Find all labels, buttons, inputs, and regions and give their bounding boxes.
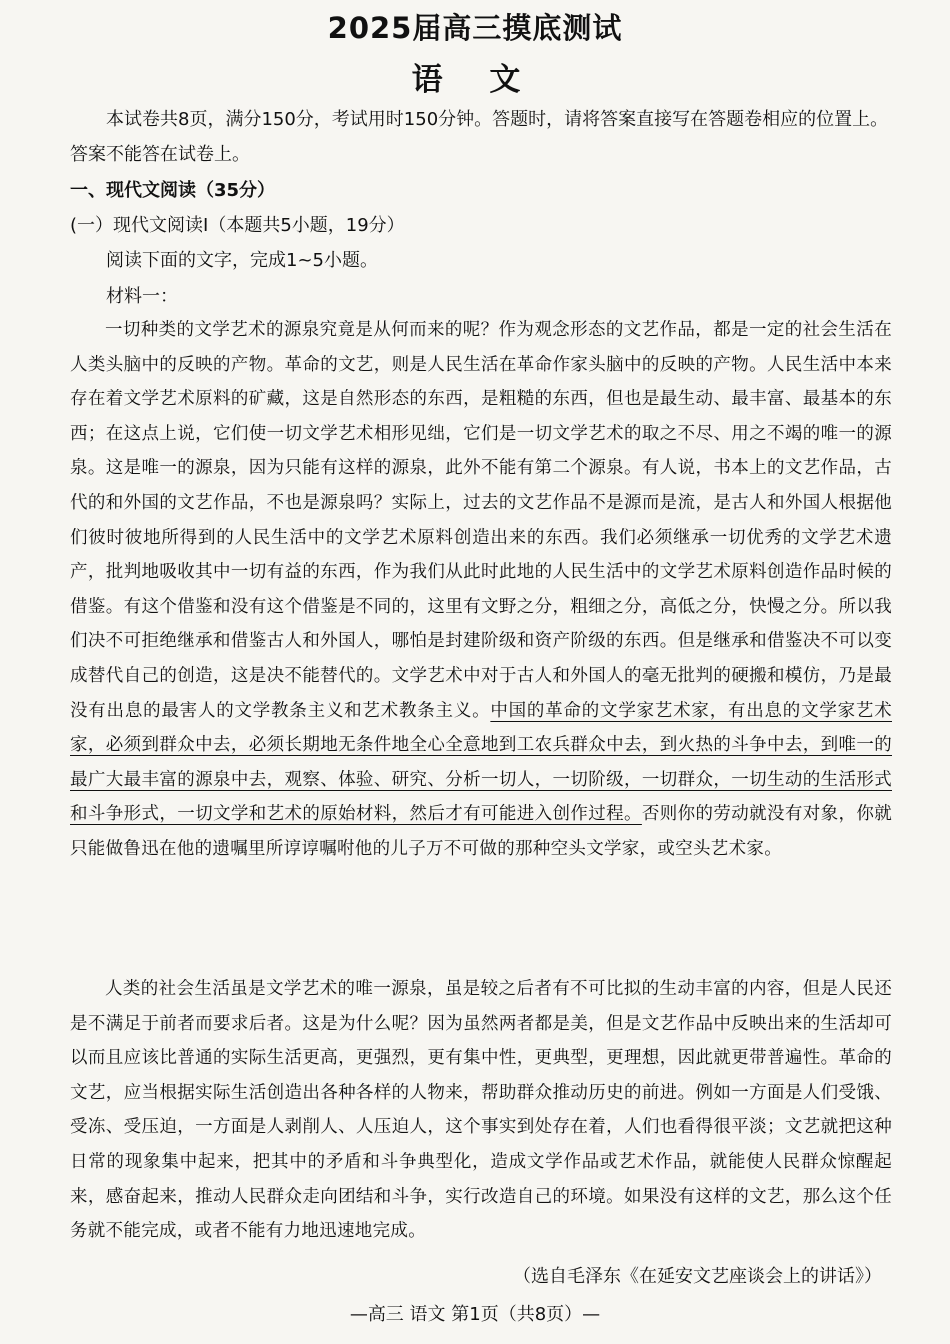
source-citation: （选自毛泽东《在延安文艺座谈会上的讲话》） (513, 1266, 882, 1287)
page-footer: —高三 语文 第1页（共8页）— (349, 1304, 601, 1325)
subsection-heading: (一）现代文阅读Ⅰ（本题共5小题，19分） (70, 215, 405, 236)
paragraph-text: 一切种类的文学艺术的源泉究竟是从何而来的呢？作为观念形态的文艺作品，都是一定的社会生活在人类头脑中的反映的产物。革命的文艺，则是人民生活在革命作家头脑中的反映的产物。人民生活中本来存在着文学艺术原料的矿藏，这是自然形态的东西，是粗糙的东西，但也是最生动、最丰富、最基本的东西；在这点上说，它们使一切文学艺术相形见绌，它们是一切文学艺术的取之不尽、用之不竭的唯一的源泉。这是唯一的源泉，因为只能有这样的源泉，此外不能有第二个源泉。有人说，书本上的文艺作品，古代的和外国的文艺作品，不也是源泉吗？实际上，过去的文艺作品不是源而是流，是古人和外国人根据他们彼时彼地所得到的人民生活中的文学艺术原料创造出来的东西。我们必须继承一切优秀的文学艺术遗产，批判地吸收其中一切有益的东西，作为我们从此时此地的人民生活中的文学艺术原料创造作品时候的借鉴。有这个借鉴和没有这个借鉴是不同的，这里有文野之分，粗细之分，高低之分，快慢之分。所以我们决不可拒绝继承和借鉴古人和外国人，哪怕是封建阶级和资产阶级的东西。但是继承和借鉴决不可以变成替代自己的创造，这是决不能替代的。文学艺术中对于古人和外国人的毫无批判的硬搬和模仿，乃是最没有出息的最害人的文学教条主义和艺术教条主义。 (70, 320, 892, 721)
paragraph-text: 否则你的劳动就没有对象，你就只能做鲁迅在他的遗嘱里所谆谆嘱咐他的儿子万不可做的那种空头文学家，或空头艺术家。 (70, 804, 892, 859)
exam-notice: 本试卷共8页，满分150分，考试用时150分钟。答题时，请将答案直接写在答题卷相应的位置上。答案不能答在试卷上。 (70, 109, 889, 165)
reading-instruction: 阅读下面的文字，完成1~5小题。 (106, 250, 378, 271)
section-heading: 一、现代文阅读（35分） (70, 180, 276, 201)
underlined-text: 中国的革命的文学家艺术家，有出息的文学家艺术家，必须到群众中去，必须长期地无条件地全心全意地到工农兵群众中去，到火热的斗争中去，到唯一的最广大最丰富的源泉中去，观察、体验、研究、分析一切人，一切阶级，一切群众，一切生动的生活形式和斗争形式，一切文学和艺术的原始材料，然后才有可能进入创作过程。 (70, 700, 892, 825)
exam-title: 2025届高三摸底测试 (327, 11, 623, 45)
subject-title: 语 文 (411, 62, 539, 98)
material-label: 材料一： (106, 286, 178, 307)
passage-paragraph-2: 人类的社会生活虽是文学艺术的唯一源泉，虽是较之后者有不可比拟的生动丰富的内容，但是人民还是不满足于前者而要求后者。这是为什么呢？因为虽然两者都是美，但是文艺作品中反映出来的生活却可以而且应该比普通的实际生活更高，更强烈，更有集中性，更典型，更理想，因此就更带普遍性。革命的文艺，应当根据实际生活创造出各种各样的人物来，帮助群众推动历史的前进。例如一方面是人们受饿、受冻、受压迫，一方面是人剥削人、人压迫人，这个事实到处存在着，人们也看得很平淡；文艺就把这种日常的现象集中起来，把其中的矛盾和斗争典型化，造成文学作品或艺术作品，就能使人民群众惊醒起来，感奋起来，推动人民群众走向团结和斗争，实行改造自己的环境。如果没有这样的文艺，那么这个任务就不能完成，或者不能有力地迅速地完成。 (70, 979, 892, 1242)
passage-paragraph-1 (70, 313, 892, 867)
